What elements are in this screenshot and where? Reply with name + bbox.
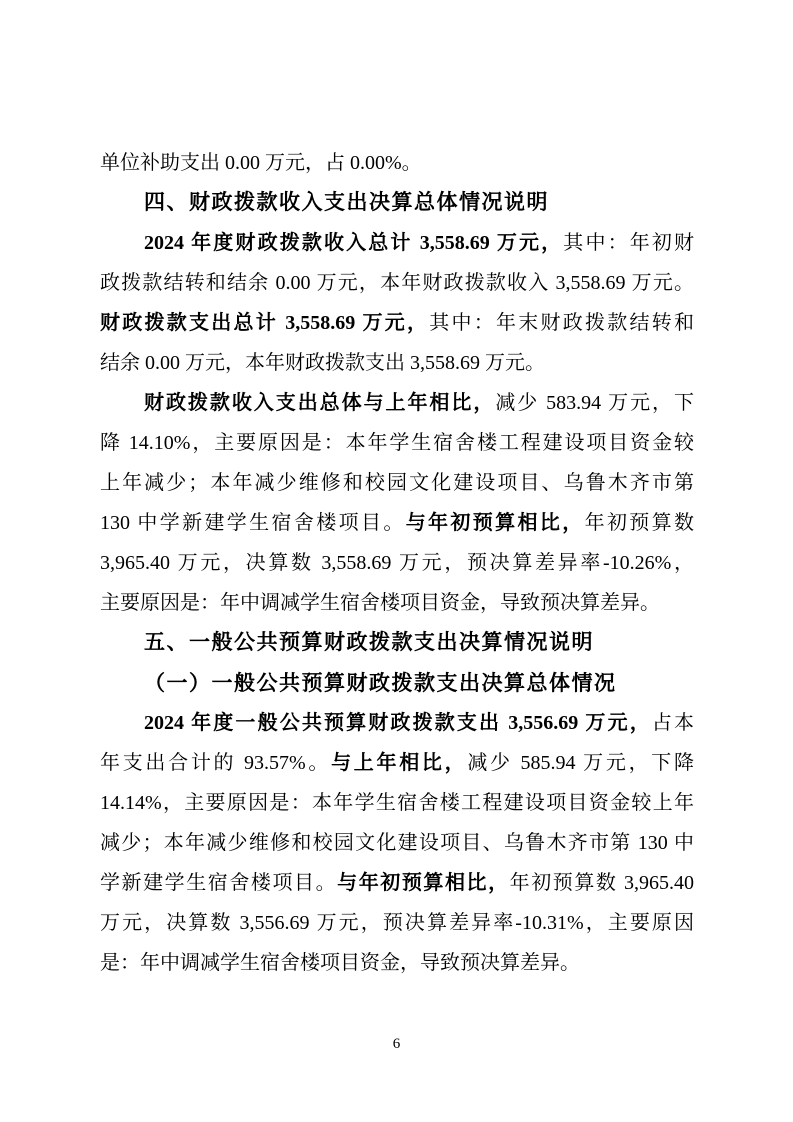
text-line	[100, 743, 694, 783]
text-run: 与年初预算相比，	[405, 512, 585, 534]
text-run: （一）一般公共预算财政拨款支出决算总体情况	[144, 671, 617, 695]
text-run: 占本	[651, 712, 694, 734]
text-run: 年初预算数 3,965.40	[509, 872, 694, 894]
text-run: 与上年相比，	[331, 752, 468, 774]
page-number: 6	[392, 1036, 401, 1052]
text-line	[100, 903, 694, 943]
text-run: 2024 年度一般公共预算财政拨款支出 3,556.69 万元，	[144, 712, 652, 734]
text-line	[100, 463, 694, 503]
text-line	[100, 143, 694, 183]
text-line	[100, 783, 694, 823]
text-run: 主要原因是：年中调减学生宿舍楼项目资金，导致预决算差异。	[100, 592, 660, 614]
text-line	[100, 503, 694, 543]
text-run: 降 14.10%，主要原因是：本年学生宿舍楼工程建设项目资金较	[100, 432, 694, 454]
text-run: 130 中学新建学生宿舍楼项目。	[100, 512, 406, 534]
text-run: 万元，决算数 3,556.69 万元，预决算差异率-10.31%，主要原因	[100, 912, 694, 934]
text-run: 年支出合计的 93.57%。	[100, 752, 332, 774]
text-run: 年初预算数	[584, 512, 694, 534]
text-line	[100, 663, 694, 703]
text-run: 财政拨款收入支出总体与上年相比，	[144, 392, 496, 414]
text-line	[100, 863, 694, 903]
text-run: 3,965.40 万元，决算数 3,558.69 万元，预决算差异率-10.26%，	[100, 552, 694, 574]
text-run: 政拨款结转和结余 0.00 万元，本年财政拨款收入 3,558.69 万元。	[100, 272, 694, 294]
text-run: 财政拨款支出总计 3,558.69 万元，	[100, 312, 430, 334]
text-run: 上年减少；本年减少维修和校园文化建设项目、乌鲁木齐市第	[100, 472, 694, 494]
text-run: 与年初预算相比，	[337, 872, 510, 894]
text-line	[100, 423, 694, 463]
text-run: 学新建学生宿舍楼项目。	[100, 872, 338, 894]
text-line	[100, 543, 694, 583]
text-line	[100, 343, 694, 383]
document-body	[100, 143, 694, 983]
text-run: 减少 583.94 万元，下	[495, 392, 694, 414]
text-run: 2024 年度财政拨款收入总计 3,558.69 万元，	[144, 232, 564, 254]
text-line	[100, 223, 694, 263]
text-run: 是：年中调减学生宿舍楼项目资金，导致预决算差异。	[100, 952, 580, 974]
text-run: 减少；本年减少维修和校园文化建设项目、乌鲁木齐市第 130 中	[100, 832, 694, 854]
text-run: 五、一般公共预算财政拨款支出决算情况说明	[144, 631, 594, 654]
text-run: 其中：年初财	[563, 232, 694, 254]
text-run: 减少 585.94 万元，下降	[467, 752, 694, 774]
text-line	[100, 623, 694, 663]
text-line	[100, 703, 694, 743]
text-run: 其中：年末财政拨款结转和	[429, 312, 694, 334]
text-line	[100, 303, 694, 343]
text-line	[100, 183, 694, 223]
text-run: 结余 0.00 万元，本年财政拨款支出 3,558.69 万元。	[100, 352, 545, 374]
text-run: 14.14%，主要原因是：本年学生宿舍楼工程建设项目资金较上年	[100, 792, 694, 814]
text-line	[100, 383, 694, 423]
text-line	[100, 583, 694, 623]
text-line	[100, 943, 694, 983]
text-line	[100, 823, 694, 863]
text-run: 单位补助支出 0.00 万元，占 0.00%。	[100, 152, 422, 174]
text-line	[100, 263, 694, 303]
text-run: 四、财政拨款收入支出决算总体情况说明	[144, 191, 549, 214]
